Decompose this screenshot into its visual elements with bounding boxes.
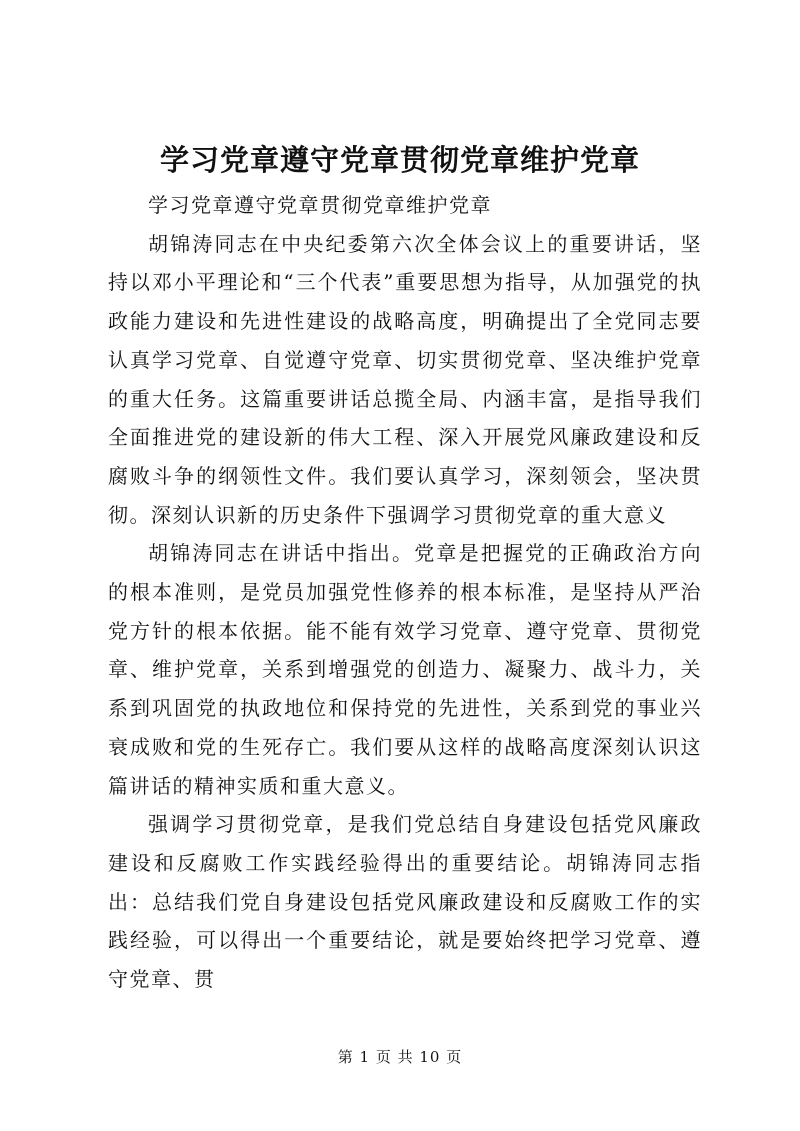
document-title: 学习党章遵守党章贯彻党章维护党章: [159, 143, 640, 177]
page-number-footer: 第 1 页 共 10 页: [337, 1048, 463, 1066]
body-paragraph: 胡锦涛同志在中央纪委第六次全体会议上的重要讲话，坚持以邓小平理论和“三个代表”重要思想为指导，从加强党的执政能力建设和先进性建设的战略高度，明确提出了全党同志要认真学习党章、自觉遵守党章、切实贯彻党章、坚决维护党章的重大任务。这篇重要讲话总揽全局、内涵丰富，是指导我们全面推进党的建设新的伟大工程、深入开展党风廉政建设和反腐败斗争的纲领性文件。我们要认真学习，深刻领会，坚决贯彻。深刻认识新的历史条件下强调学习贯彻党章的重大意义: [108, 231, 702, 527]
document-body: [108, 186, 702, 999]
body-paragraph: 强调学习贯彻党章，是我们党总结自身建设包括党风廉政建设和反腐败工作实践经验得出的重要结论。胡锦涛同志指出：总结我们党自身建设包括党风廉政建设和反腐败工作的实践经验，可以得出一个重要结论，就是要始终把学习党章、遵守党章、贯: [108, 812, 702, 992]
body-paragraph: 胡锦涛同志在讲话中指出。党章是把握党的正确政治方向的根本准则，是党员加强党性修养的根本标准，是坚持从严治党方针的根本依据。能不能有效学习党章、遵守党章、贯彻党章、维护党章，关系到增强党的创造力、凝聚力、战斗力，关系到巩固党的执政地位和保持党的先进性，关系到党的事业兴衰成败和党的生死存亡。我们要从这样的战略高度深刻认识这篇讲话的精神实质和重大意义。: [108, 541, 702, 798]
subtitle-paragraph: 学习党章遵守党章贯彻党章维护党章: [148, 193, 492, 217]
